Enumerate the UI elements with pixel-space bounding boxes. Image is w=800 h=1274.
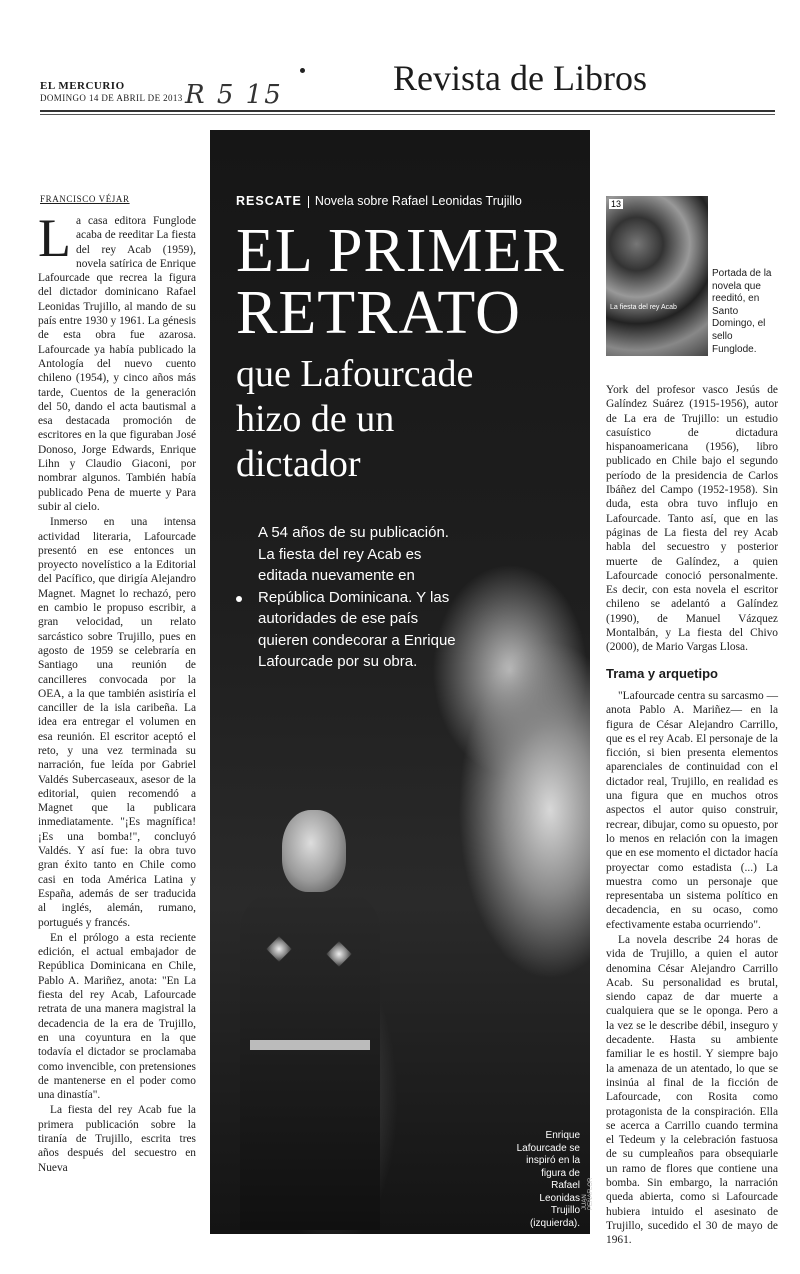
cover-caption: Portada de la novela que reeditó, en Santo Domingo, el sello Funglode. [712, 268, 772, 355]
article-paragraph: La fiesta del rey Acab fue la primera publicación sobre la tiranía de Trujillo, escrita tres años después del secuestro en Nueva [38, 1104, 196, 1174]
photo-credit: JUAN PEÑAFLOR [582, 1177, 594, 1210]
article-paragraph: "Lafourcade centra su sarcasmo —anota Pablo A. Mariñez— en la figura de César Alejandro Carrillo, que es el rey Acab. El personaje de la ficción, si bien presenta elementos aparenciales de continuidad con el dictador real, Trujillo, en realidad es una figura que en muchos otros aspectos el autor quiso construir, recrear, dibujar, como su opuesto, por lo menos en relación con la imagen que en ese momento el dictador hacía proyectar como estadista (...) La muestra como un personaje que representaba un sistema político en decadencia, en su ocaso, como efectivamente estaba ocurriendo". [606, 689, 778, 931]
publication-date: DOMINGO 14 DE ABRIL DE 2013 [40, 93, 183, 103]
trujillo-photo [240, 810, 380, 1230]
photo-caption: Enrique Lafourcade se inspiró en la figura de Rafael Leonidas Trujillo (izquierda). [516, 1130, 580, 1229]
article-paragraph [38, 208, 196, 514]
headline-subtitle [236, 352, 473, 487]
article-paragraph: York del profesor vasco Jesús de Galíndez Suárez (1915-1956), autor de La era de Trujillo: un estudio casuístico de dictadura hispanoamericana (1956), libro publicado en Chile bajo el segundo período de la presidencia de Carlos Ibáñez del Campo (1952-1958). Sin duda, esta obra tuvo influjo en Lafourcade. Tanto así, que en las páginas de La fiesta del rey Acab habla del secuestro y posterior muerte de Galíndez, a quien Lafourcade conoció personalmente. Es decir, con esta novela el escritor chileno se adelantó a Galíndez (1990), de Manuel Vázquez Montalbán, y La fiesta del Chivo (2000), de Mario Vargas Llosa. [606, 384, 778, 654]
kicker-text: Novela sobre Rafael Leonidas Trujillo [314, 194, 522, 208]
byline: FRANCISCO VÉJAR [40, 194, 130, 204]
lede-bullet [236, 596, 242, 602]
subheading: Trama y arquetipo [606, 665, 718, 681]
lede-text: A 54 años de su publicación. La fiesta del rey Acab es editada nuevamente en República Dominicana. Y las autoridades de ese país quieren condecorar a Enrique Lafourcade por su obra. [258, 524, 456, 670]
handwritten-note: R 5 15 [185, 80, 283, 110]
subtitle-line: dictador [236, 443, 361, 485]
feature-photo-panel [210, 130, 594, 1234]
header-rule-thin [40, 114, 775, 115]
cover-title: La fiesta del rey Acab [610, 304, 677, 311]
subtitle-line: que Lafourcade [236, 353, 474, 395]
section-title: Revista de Libros [393, 58, 647, 98]
article-column-left [38, 208, 196, 1176]
kicker-separator [308, 196, 309, 208]
paragraph-text: a casa editora Funglode acaba de reeditar La fiesta del rey Acab (1959), novela satírica de Enrique Lafourcade que recrea la figura del dictador dominicano Rafael Leonidas Trujillo, al mando de su país entre 1930 y 1961. La génesis de esta obra fue azarosa. Lafourcade ya había publicado la Antología del nuevo cuento chileno (1954), y cinco años más tarde, Cuentos de la generación del 50, dando el acta bautismal a esa destacada promoción de escritores en la que figuraban José Donoso, Jorge Edwards, Enrique Lihn y Claudio Giaconi, por nombrar algunos. También había publicado Pena de muerte y Para subir al cielo. [38, 215, 196, 513]
head-shape [282, 810, 346, 892]
drop-cap: L [38, 208, 71, 268]
article-paragraph: La novela describe 24 horas de vida de Trujillo, a quien el autor denomina César Alejandro Carrillo Acab. Su personalidad es brutal, siendo capaz de dar muerte a cualquiera que se le oponga. Pero a la vez se le describe débil, inseguro y decadente. Hasta su ambiente familiar le es hostil. Y siempre bajo la amenaza de un atentado, lo que se insinúa al final de la ficción de Lafourcade, con Rosita como protagonista de la conspiración. Ella se acerca a Carrillo cuando termina el Tedeum y la celebración fastuosa de su cumpleaños para obsequiarle un ramo de flores que contiene una bomba. Sin embargo, la narración queda abierta, como si Lafourcade hubiera intuido el asesinato de Trujillo, sucedido el 30 de mayo de 1961. [606, 933, 778, 1247]
article-paragraph: En el prólogo a esta reciente edición, el actual embajador de República Dominicana en Chile, Pablo A. Mariñez, anota: "En La fiesta del rey Acab, Lafourcade retrata de una manera magistral la decadencia de la era de Trujillo, en una coyuntura en la que todavía el dictador se proclamaba como invencible, con pretensiones de mantenerse en el poder como una dinastía". [38, 931, 196, 1102]
article-paragraph: Inmerso en una intensa actividad literaria, Lafourcade presentó en ese entonces un proyecto novelístico a la Editorial del Pacífico, que dirigía Alejandro Magnet. Magnet lo rechazó, pero en cambio le propuso escribir, a gran velocidad, un relato sarcástico sobre Trujillo, pues en agosto de 1959 se celebraría en Santiago una reunión de cancilleres convocada por la OEA, a la que también asistiría el canciller de la isla caribeña. La idea era entregar el volumen en esa reunión. El escritor aceptó el reto, y una vez terminada su narración, fue leída por Gabriel Valdés Subercaseaux, asesor de la editorial, quien recomendó a Magnet que la publicara inmediatamente. "¡Es magnífica! ¡Es una bomba!", concluyó Valdés. Y así fue: la obra tuvo gran éxito tanto en Chile como casi en toda América Latina y España, además de ser traducida al inglés, alemán, rumano, portugués y francés. [38, 516, 196, 929]
bullet-dot [300, 68, 305, 73]
headline-line: RETRATO [236, 279, 521, 347]
kicker [236, 194, 522, 208]
newspaper-name: EL MERCURIO [40, 80, 125, 92]
uniform-shape [240, 890, 380, 1230]
belt-shape [250, 1040, 370, 1050]
headline-title [236, 217, 565, 347]
headline-line: EL PRIMER [236, 217, 565, 285]
book-cover-image [606, 196, 708, 356]
subtitle-line: hizo de un [236, 398, 395, 440]
cover-badge: 13 [611, 199, 622, 209]
article-column-right [606, 383, 778, 1249]
header-rule [40, 110, 775, 112]
kicker-label: RESCATE [236, 194, 302, 208]
